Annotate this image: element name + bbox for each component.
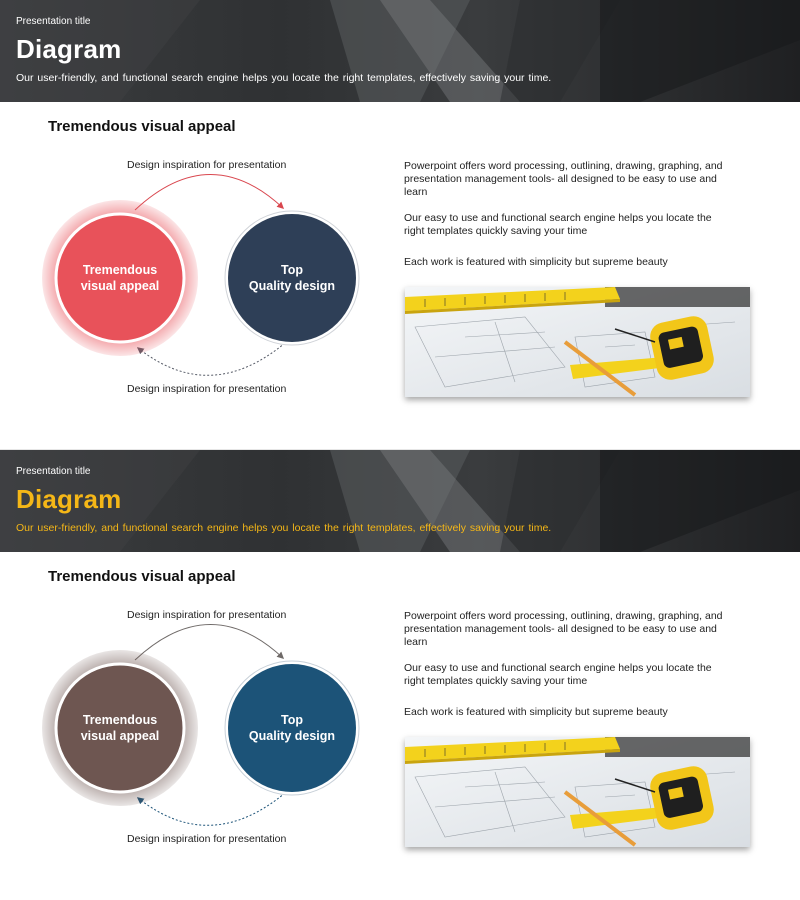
- cycle-diagram: [30, 600, 380, 860]
- cycle-diagram: [30, 150, 380, 410]
- section-title: Tremendous visual appeal: [48, 568, 236, 585]
- left-circle-label: Tremendous visual appeal: [80, 263, 160, 293]
- top-arrow: [135, 174, 283, 210]
- top-arrow: [135, 624, 283, 660]
- paragraph-3: Each work is featured with simplicity but supreme beauty: [404, 256, 668, 268]
- page-title: Diagram: [16, 34, 122, 64]
- left-circle-label: Tremendous visual appeal: [80, 713, 160, 743]
- paragraph-3: Each work is featured with simplicity but supreme beauty: [404, 706, 668, 718]
- right-circle-label: Top Quality design: [248, 713, 336, 743]
- tape-measure-photo: [405, 737, 750, 847]
- paragraph-1: Powerpoint offers word processing, outlining, drawing, graphing, and presentation management tools- all designed to be easy to use and learn: [404, 610, 723, 648]
- bottom-caption: Design inspiration for presentation: [127, 383, 287, 395]
- header-banner: [0, 0, 800, 102]
- slide-2: [0, 450, 800, 900]
- pre-title: Presentation title: [16, 466, 91, 477]
- right-circle-label: Top Quality design: [248, 263, 336, 293]
- top-caption: Design inspiration for presentation: [127, 609, 287, 621]
- paragraph-2: Our easy to use and functional search engine helps you locate the right templates quickly saving your time: [404, 212, 712, 237]
- bottom-arrow: [138, 793, 285, 825]
- page-subtitle: Our user-friendly, and functional search engine helps you locate the right templates, effectively saving your time.: [16, 72, 552, 84]
- page-subtitle: Our user-friendly, and functional search engine helps you locate the right templates, effectively saving your time.: [16, 522, 552, 534]
- header-banner: [0, 450, 800, 552]
- paragraph-1: Powerpoint offers word processing, outlining, drawing, graphing, and presentation management tools- all designed to be easy to use and learn: [404, 160, 723, 198]
- bottom-arrow: [138, 343, 285, 375]
- paragraph-2: Our easy to use and functional search engine helps you locate the right templates quickly saving your time: [404, 662, 712, 687]
- page-title: Diagram: [16, 484, 122, 514]
- tape-measure-photo: [405, 287, 750, 397]
- top-caption: Design inspiration for presentation: [127, 159, 287, 171]
- bottom-caption: Design inspiration for presentation: [127, 833, 287, 845]
- section-title: Tremendous visual appeal: [48, 118, 236, 135]
- pre-title: Presentation title: [16, 16, 91, 27]
